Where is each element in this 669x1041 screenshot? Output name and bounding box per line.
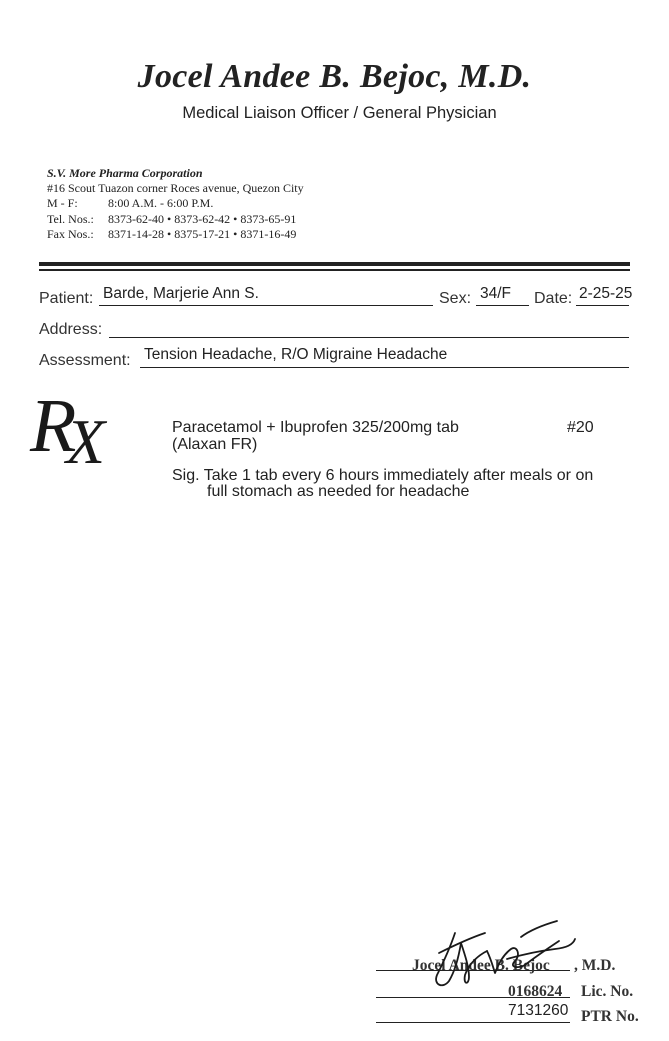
clinic-hours-row bbox=[47, 196, 304, 211]
clinic-fax-value: 8371-14-28 • 8375-17-21 • 8371-16-49 bbox=[108, 226, 297, 241]
handwritten-signature bbox=[425, 915, 585, 995]
patient-name-underline bbox=[99, 305, 433, 306]
ptr-line bbox=[376, 1022, 570, 1023]
address-label: Address: bbox=[39, 321, 103, 338]
sex-underline bbox=[476, 305, 529, 306]
clinic-hours-label: M - F: bbox=[47, 196, 78, 211]
clinic-info bbox=[47, 166, 304, 242]
signatory-suffix: , M.D. bbox=[574, 957, 616, 974]
clinic-company: S.V. More Pharma Corporation bbox=[47, 166, 203, 180]
rx-icon: R bbox=[30, 384, 77, 468]
address-underline bbox=[109, 337, 629, 338]
sig-instructions: Sig. Take 1 tab every 6 hours immediately after meals or on bbox=[172, 467, 594, 484]
clinic-fax-label: Fax Nos.: bbox=[47, 226, 94, 241]
sig-instructions-cont: full stomach as needed for headache bbox=[207, 483, 470, 500]
doctor-title: Medical Liaison Officer / General Physician bbox=[182, 104, 497, 122]
patient-name-value: Barde, Marjerie Ann S. bbox=[103, 285, 259, 302]
sex-age-value: 34/F bbox=[480, 285, 512, 302]
date-label: Date: bbox=[534, 290, 573, 307]
header-divider-thin bbox=[39, 269, 630, 271]
license-number: 0168624 bbox=[508, 983, 563, 1000]
clinic-address: #16 Scout Tuazon corner Roces avenue, Quezon City bbox=[47, 181, 304, 196]
clinic-tel-value: 8373-62-40 • 8373-62-42 • 8373-65-91 bbox=[108, 211, 297, 226]
assessment-underline bbox=[140, 367, 629, 368]
doctor-name: Jocel Andee B. Bejoc, M.D. bbox=[137, 58, 532, 95]
clinic-fax-row bbox=[47, 227, 304, 242]
drug-quantity: #20 bbox=[567, 419, 594, 436]
date-underline bbox=[576, 305, 629, 306]
patient-label: Patient: bbox=[39, 290, 94, 307]
ptr-number: 7131260 bbox=[508, 1002, 569, 1019]
drug-brand: (Alaxan FR) bbox=[172, 436, 258, 453]
signatory-name: Jocel Andee B. Bejoc bbox=[412, 957, 550, 974]
header-divider-thick bbox=[39, 262, 630, 266]
assessment-value: Tension Headache, R/O Migraine Headache bbox=[144, 346, 448, 363]
rx-cross-icon: X bbox=[66, 406, 106, 477]
clinic-tel-row bbox=[47, 212, 304, 227]
sex-label: Sex: bbox=[439, 290, 472, 307]
license-label: Lic. No. bbox=[581, 983, 634, 1000]
assessment-label: Assessment: bbox=[39, 352, 131, 369]
drug-name: Paracetamol + Ibuprofen 325/200mg tab bbox=[172, 419, 459, 436]
clinic-tel-label: Tel. Nos.: bbox=[47, 211, 94, 226]
ptr-label: PTR No. bbox=[581, 1008, 639, 1025]
date-value: 2-25-25 bbox=[579, 285, 633, 302]
clinic-hours-value: 8:00 A.M. - 6:00 P.M. bbox=[108, 196, 214, 211]
